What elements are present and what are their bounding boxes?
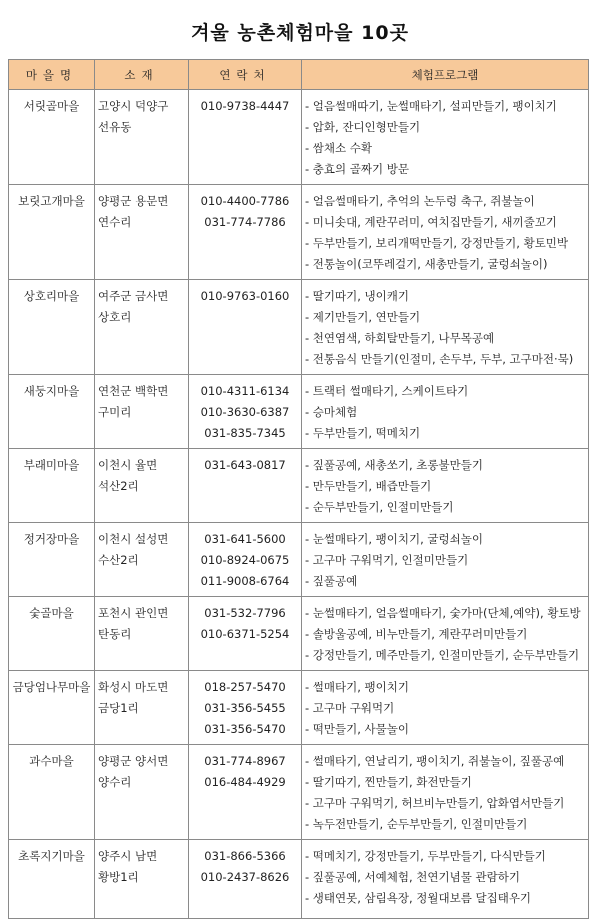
phone-number: 010-3630-6387 (200, 405, 290, 419)
program-item: - 두부만들기, 보리개떡만들기, 강정만들기, 황토민박 (305, 236, 569, 250)
program-item: - 제기만들기, 연만들기 (305, 310, 421, 324)
program-item: - 전통놀이(코뚜레걸기, 새총만들기, 굴렁쇠놀이) (305, 257, 548, 271)
village-location (95, 523, 189, 597)
table-row (9, 523, 589, 597)
location-line: 여주군 금사면 (98, 289, 169, 303)
village-name: 새둥지마을 (9, 375, 95, 449)
village-programs (302, 90, 589, 185)
location-line: 고양시 덕양구 (98, 99, 169, 113)
table-row (9, 375, 589, 449)
village-contact (189, 745, 302, 840)
village-name: 금당엄나무마을 (9, 671, 95, 745)
program-item: - 짚풀공예 (305, 574, 358, 588)
program-item: - 짚풀공예, 서예체험, 천연기념물 관람하기 (305, 870, 520, 884)
program-item: - 고구마 구워먹기 (305, 701, 395, 715)
location-line: 양주시 남면 (98, 849, 158, 863)
phone-number: 031-835-7345 (204, 426, 286, 440)
location-line: 양평군 양서면 (98, 754, 169, 768)
location-line: 금당1리 (98, 701, 139, 715)
program-item: - 얼음썰매따기, 눈썰매타기, 설피만들기, 팽이치기 (305, 99, 557, 113)
program-item: - 천연염색, 하회탈만들기, 나무목공예 (305, 331, 495, 345)
location-line: 화성시 마도면 (98, 680, 169, 694)
location-line: 황방1리 (98, 870, 139, 884)
header-contact: 연락처 (189, 60, 302, 90)
village-contact (189, 449, 302, 523)
phone-number: 031-866-5366 (204, 849, 286, 863)
phone-number: 031-356-5455 (204, 701, 286, 715)
phone-number: 010-2437-8626 (200, 870, 290, 884)
program-item: - 솔방울공예, 비누만들기, 계란꾸러미만들기 (305, 627, 528, 641)
program-item: - 쌈채소 수확 (305, 141, 373, 155)
village-programs (302, 745, 589, 840)
location-line: 상호리 (98, 310, 132, 324)
village-name: 보릿고개마을 (9, 185, 95, 280)
village-contact (189, 280, 302, 375)
phone-number: 011-9008-6764 (200, 574, 290, 588)
phone-number: 010-4311-6134 (200, 384, 290, 398)
village-programs (302, 671, 589, 745)
table-row (9, 597, 589, 671)
phone-number: 031-532-7796 (204, 606, 286, 620)
village-name: 정거장마을 (9, 523, 95, 597)
village-location (95, 185, 189, 280)
village-location (95, 90, 189, 185)
village-location (95, 671, 189, 745)
location-line: 포천시 관인면 (98, 606, 169, 620)
location-line: 연수리 (98, 215, 132, 229)
program-item: - 눈썰매타기, 얼음썰매타기, 숯가마(단체,예약), 황토방 (305, 606, 581, 620)
program-item: - 떡만들기, 사물놀이 (305, 722, 409, 736)
location-line: 이천시 설성면 (98, 532, 169, 546)
table-row (9, 840, 589, 919)
village-programs (302, 280, 589, 375)
village-name: 초록지기마을 (9, 840, 95, 919)
village-contact (189, 90, 302, 185)
table-row (9, 745, 589, 840)
phone-number: 010-6371-5254 (200, 627, 290, 641)
table-row (9, 185, 589, 280)
phone-number: 031-356-5470 (204, 722, 286, 736)
phone-number: 031-641-5600 (204, 532, 286, 546)
village-programs (302, 375, 589, 449)
program-item: - 녹두전만들기, 순두부만들기, 인절미만들기 (305, 817, 528, 831)
village-programs (302, 840, 589, 919)
program-item: - 눈썰매타기, 팽이치기, 굴렁쇠놀이 (305, 532, 483, 546)
village-location (95, 745, 189, 840)
phone-number: 016-484-4929 (204, 775, 286, 789)
header-programs: 체험프로그램 (302, 60, 589, 90)
phone-number: 031-774-7786 (204, 215, 286, 229)
village-contact (189, 523, 302, 597)
program-item: - 딸기따기, 찐만들기, 화전만들기 (305, 775, 472, 789)
program-item: - 강정만들기, 메주만들기, 인절미만들기, 순두부만들기 (305, 648, 580, 662)
phone-number: 031-643-0817 (204, 458, 286, 472)
header-location: 소재 (95, 60, 189, 90)
location-line: 선유동 (98, 120, 132, 134)
table-header-row (9, 60, 589, 90)
village-name: 서릿골마을 (9, 90, 95, 185)
program-item: - 두부만들기, 떡메치기 (305, 426, 421, 440)
program-item: - 순두부만들기, 인절미만들기 (305, 500, 454, 514)
location-line: 탄동리 (98, 627, 132, 641)
location-line: 구미리 (98, 405, 132, 419)
table-row (9, 449, 589, 523)
program-item: - 짚풀공예, 새총쏘기, 초롱불만들기 (305, 458, 483, 472)
village-location (95, 840, 189, 919)
village-programs (302, 597, 589, 671)
location-line: 수산2리 (98, 553, 139, 567)
program-item: - 썰매타기, 팽이치기 (305, 680, 409, 694)
table-body (9, 90, 589, 919)
phone-number: 018-257-5470 (204, 680, 286, 694)
village-location (95, 597, 189, 671)
village-name: 과수마을 (9, 745, 95, 840)
village-location (95, 375, 189, 449)
program-item: - 썰매타기, 연날리기, 팽이치기, 쥐불놀이, 짚풀공예 (305, 754, 565, 768)
program-item: - 트랙터 썰매타기, 스케이트타기 (305, 384, 469, 398)
village-contact (189, 597, 302, 671)
program-item: - 충효의 골짜기 방문 (305, 162, 409, 176)
program-item: - 미니솟대, 계란꾸러미, 여치집만들기, 새끼줄꼬기 (305, 215, 557, 229)
program-item: - 떡메치기, 강정만들기, 두부만들기, 다식만들기 (305, 849, 546, 863)
phone-number: 031-774-8967 (204, 754, 286, 768)
village-programs (302, 523, 589, 597)
program-item: - 만두만들기, 배즙만들기 (305, 479, 432, 493)
table-row (9, 280, 589, 375)
program-item: - 고구마 구워먹기, 인절미만들기 (305, 553, 469, 567)
page-title: 겨울 농촌체험마을 10곳 (191, 22, 409, 44)
program-item: - 승마체험 (305, 405, 358, 419)
location-line: 연천군 백학면 (98, 384, 169, 398)
village-location (95, 280, 189, 375)
village-contact (189, 185, 302, 280)
program-item: - 딸기따기, 냉이캐기 (305, 289, 409, 303)
village-location (95, 449, 189, 523)
program-item: - 압화, 잔디인형만들기 (305, 120, 421, 134)
phone-number: 010-9763-0160 (200, 289, 290, 303)
location-line: 양평군 용문면 (98, 194, 169, 208)
village-contact (189, 671, 302, 745)
village-contact (189, 375, 302, 449)
location-line: 이천시 율면 (98, 458, 158, 472)
program-item: - 전통음식 만들기(인절미, 손두부, 두부, 고구마전·묵) (305, 352, 574, 366)
program-item: - 얼음썰매타기, 추억의 논두렁 축구, 쥐불놀이 (305, 194, 535, 208)
village-name: 부래미마을 (9, 449, 95, 523)
village-table (8, 59, 589, 919)
program-item: - 생태연못, 삼림욕장, 정월대보름 달집태우기 (305, 891, 532, 905)
phone-number: 010-9738-4447 (200, 99, 290, 113)
table-row (9, 671, 589, 745)
village-contact (189, 840, 302, 919)
village-programs (302, 185, 589, 280)
location-line: 양수리 (98, 775, 132, 789)
village-programs (302, 449, 589, 523)
phone-number: 010-8924-0675 (200, 553, 290, 567)
village-name: 숯골마을 (9, 597, 95, 671)
header-village-name: 마을명 (9, 60, 95, 90)
location-line: 석산2리 (98, 479, 139, 493)
phone-number: 010-4400-7786 (200, 194, 290, 208)
program-item: - 고구마 구워먹기, 허브비누만들기, 압화엽서만들기 (305, 796, 565, 810)
village-name: 상호리마을 (9, 280, 95, 375)
table-row (9, 90, 589, 185)
